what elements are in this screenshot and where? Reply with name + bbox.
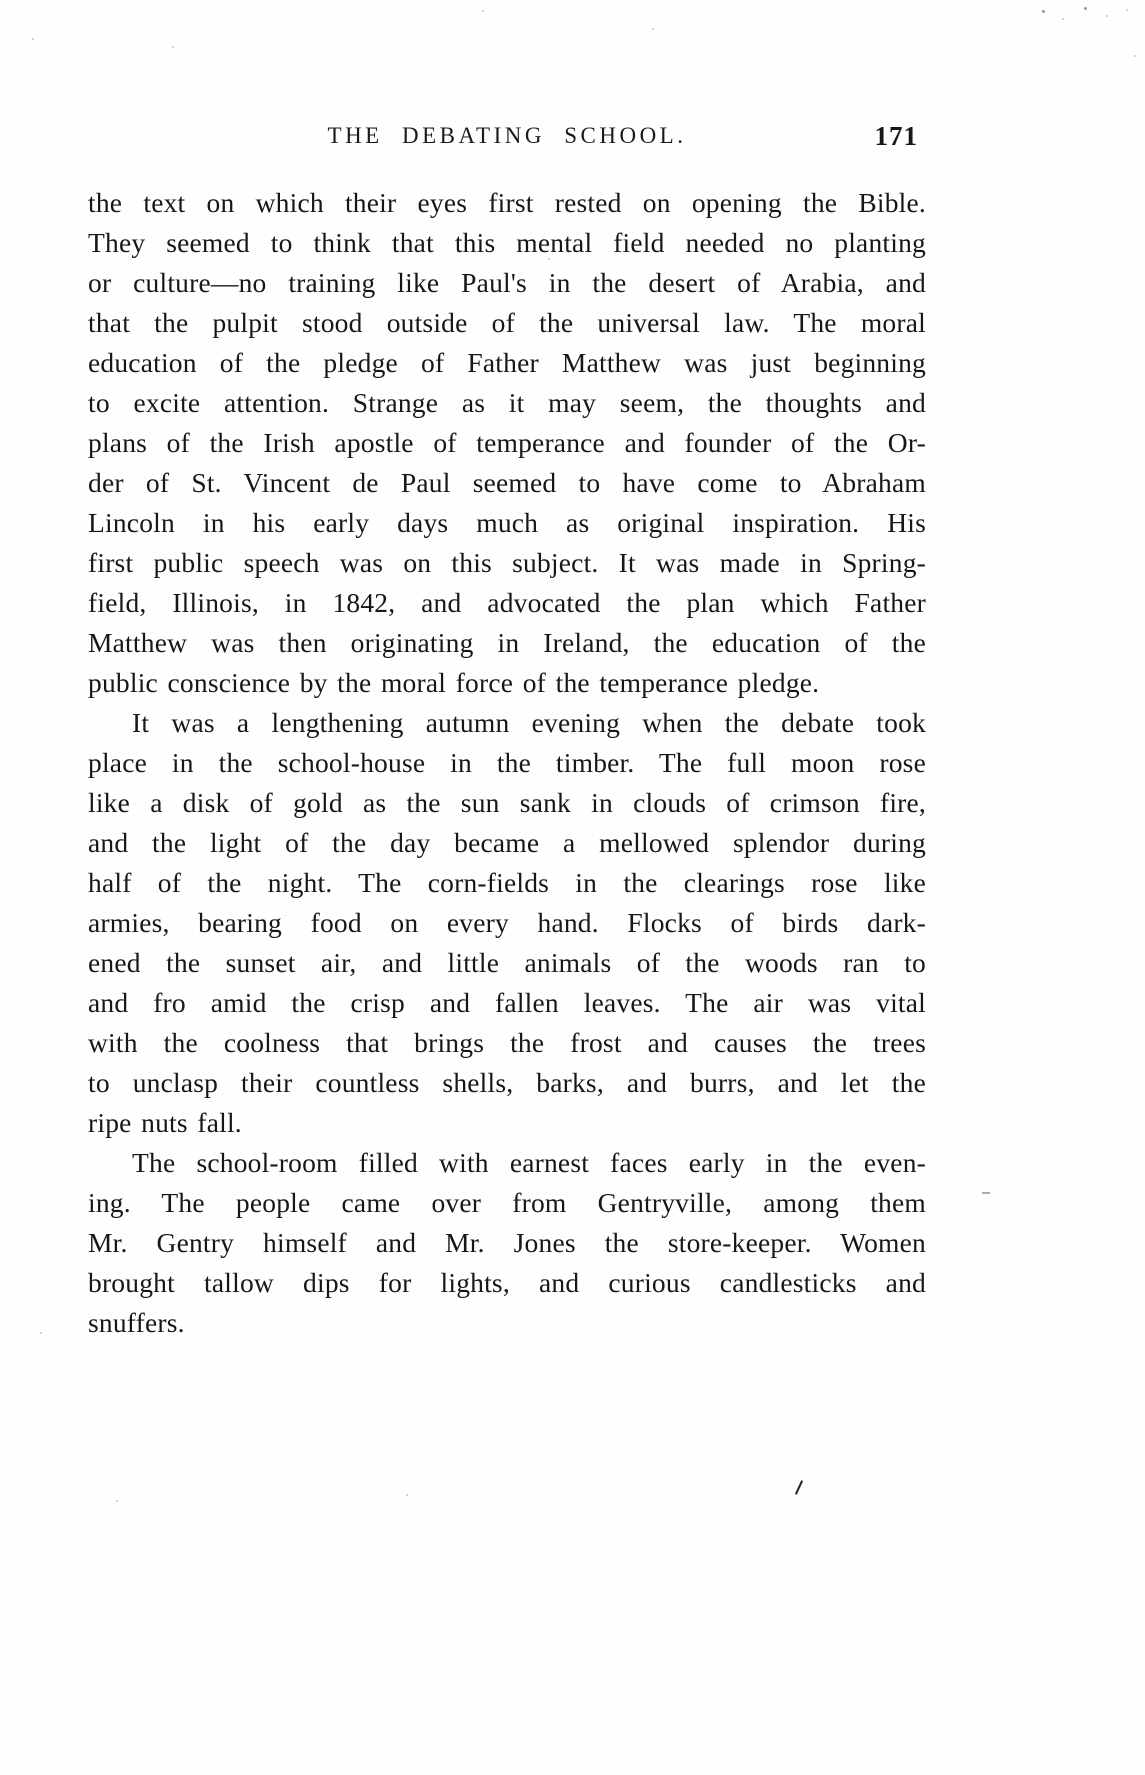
- scan-speck: [1084, 7, 1087, 10]
- scan-speck: [172, 46, 174, 48]
- text-line: ened the sunset air, and little animals of the woods ran to: [88, 947, 926, 978]
- text-line: with the coolness that brings the frost and causes the trees: [88, 1027, 926, 1058]
- text-line: that the pulpit stood outside of the universal law. The moral: [88, 307, 926, 338]
- scan-speck: [652, 28, 654, 30]
- text-line: snuffers.: [88, 1307, 185, 1338]
- scan-speck: [482, 10, 484, 12]
- text-line: Mr. Gentry himself and Mr. Jones the store-keeper. Women: [88, 1227, 926, 1258]
- text-line: brought tallow dips for lights, and curious candlesticks and: [88, 1267, 926, 1298]
- text-line: ing. The people came over from Gentryville, among them: [88, 1187, 926, 1218]
- text-line: Matthew was then originating in Ireland, the education of the: [88, 627, 926, 658]
- text-line: plans of the Irish apostle of temperance and founder of the Or-: [88, 427, 926, 458]
- margin-mark: [982, 1192, 990, 1194]
- scan-speck: [32, 38, 34, 40]
- text-line: It was a lengthening autumn evening when the debate took: [132, 707, 926, 738]
- text-line: to excite attention. Strange as it may seem, the thoughts and: [88, 387, 926, 418]
- scan-speck: [40, 1332, 42, 1334]
- page-number: 171: [874, 121, 918, 151]
- scan-speck: [1126, 9, 1128, 11]
- text-line: ripe nuts fall.: [88, 1107, 242, 1138]
- text-line: first public speech was on this subject. It was made in Spring-: [88, 547, 926, 578]
- text-line: They seemed to think that this mental field needed no planting: [88, 227, 926, 258]
- scan-speck: [1134, 55, 1136, 57]
- text-line: the text on which their eyes first rested on opening the Bible.: [88, 187, 926, 218]
- text-line: Lincoln in his early days much as original inspiration. His: [88, 507, 926, 538]
- text-line: and the light of the day became a mellowed splendor during: [88, 827, 926, 858]
- text-line: or culture—no training like Paul's in the desert of Arabia, and: [88, 267, 926, 298]
- text-line: half of the night. The corn-fields in the clearings rose like: [88, 867, 926, 898]
- text-line: The school-room filled with earnest faces early in the even-: [132, 1147, 926, 1178]
- ink-stroke-mark: [795, 1480, 803, 1494]
- scan-speck: [1042, 10, 1045, 13]
- scan-speck: [548, 258, 550, 260]
- text-line: armies, bearing food on every hand. Flocks of birds dark-: [88, 907, 926, 938]
- running-title: THE DEBATING SCHOOL.: [327, 123, 687, 148]
- scan-speck: [406, 1494, 408, 1496]
- scan-speck: [1106, 15, 1108, 17]
- text-line: and fro amid the crisp and fallen leaves. The air was vital: [88, 987, 926, 1018]
- text-line: like a disk of gold as the sun sank in clouds of crimson fire,: [88, 787, 926, 818]
- text-line: field, Illinois, in 1842, and advocated the plan which Father: [88, 587, 926, 618]
- scan-speck: [1062, 18, 1064, 20]
- text-line: public conscience by the moral force of the temperance pledge.: [88, 667, 820, 698]
- text-line: education of the pledge of Father Matthew was just beginning: [88, 347, 926, 378]
- text-line: to unclasp their countless shells, barks, and burrs, and let the: [88, 1067, 926, 1098]
- text-line: der of St. Vincent de Paul seemed to have come to Abraham: [88, 467, 926, 498]
- page-header: [88, 118, 926, 158]
- scan-speck: [116, 1500, 118, 1502]
- page-text: [88, 183, 926, 1343]
- text-line: place in the school-house in the timber. The full moon rose: [88, 747, 926, 778]
- scan-speck: [546, 245, 548, 247]
